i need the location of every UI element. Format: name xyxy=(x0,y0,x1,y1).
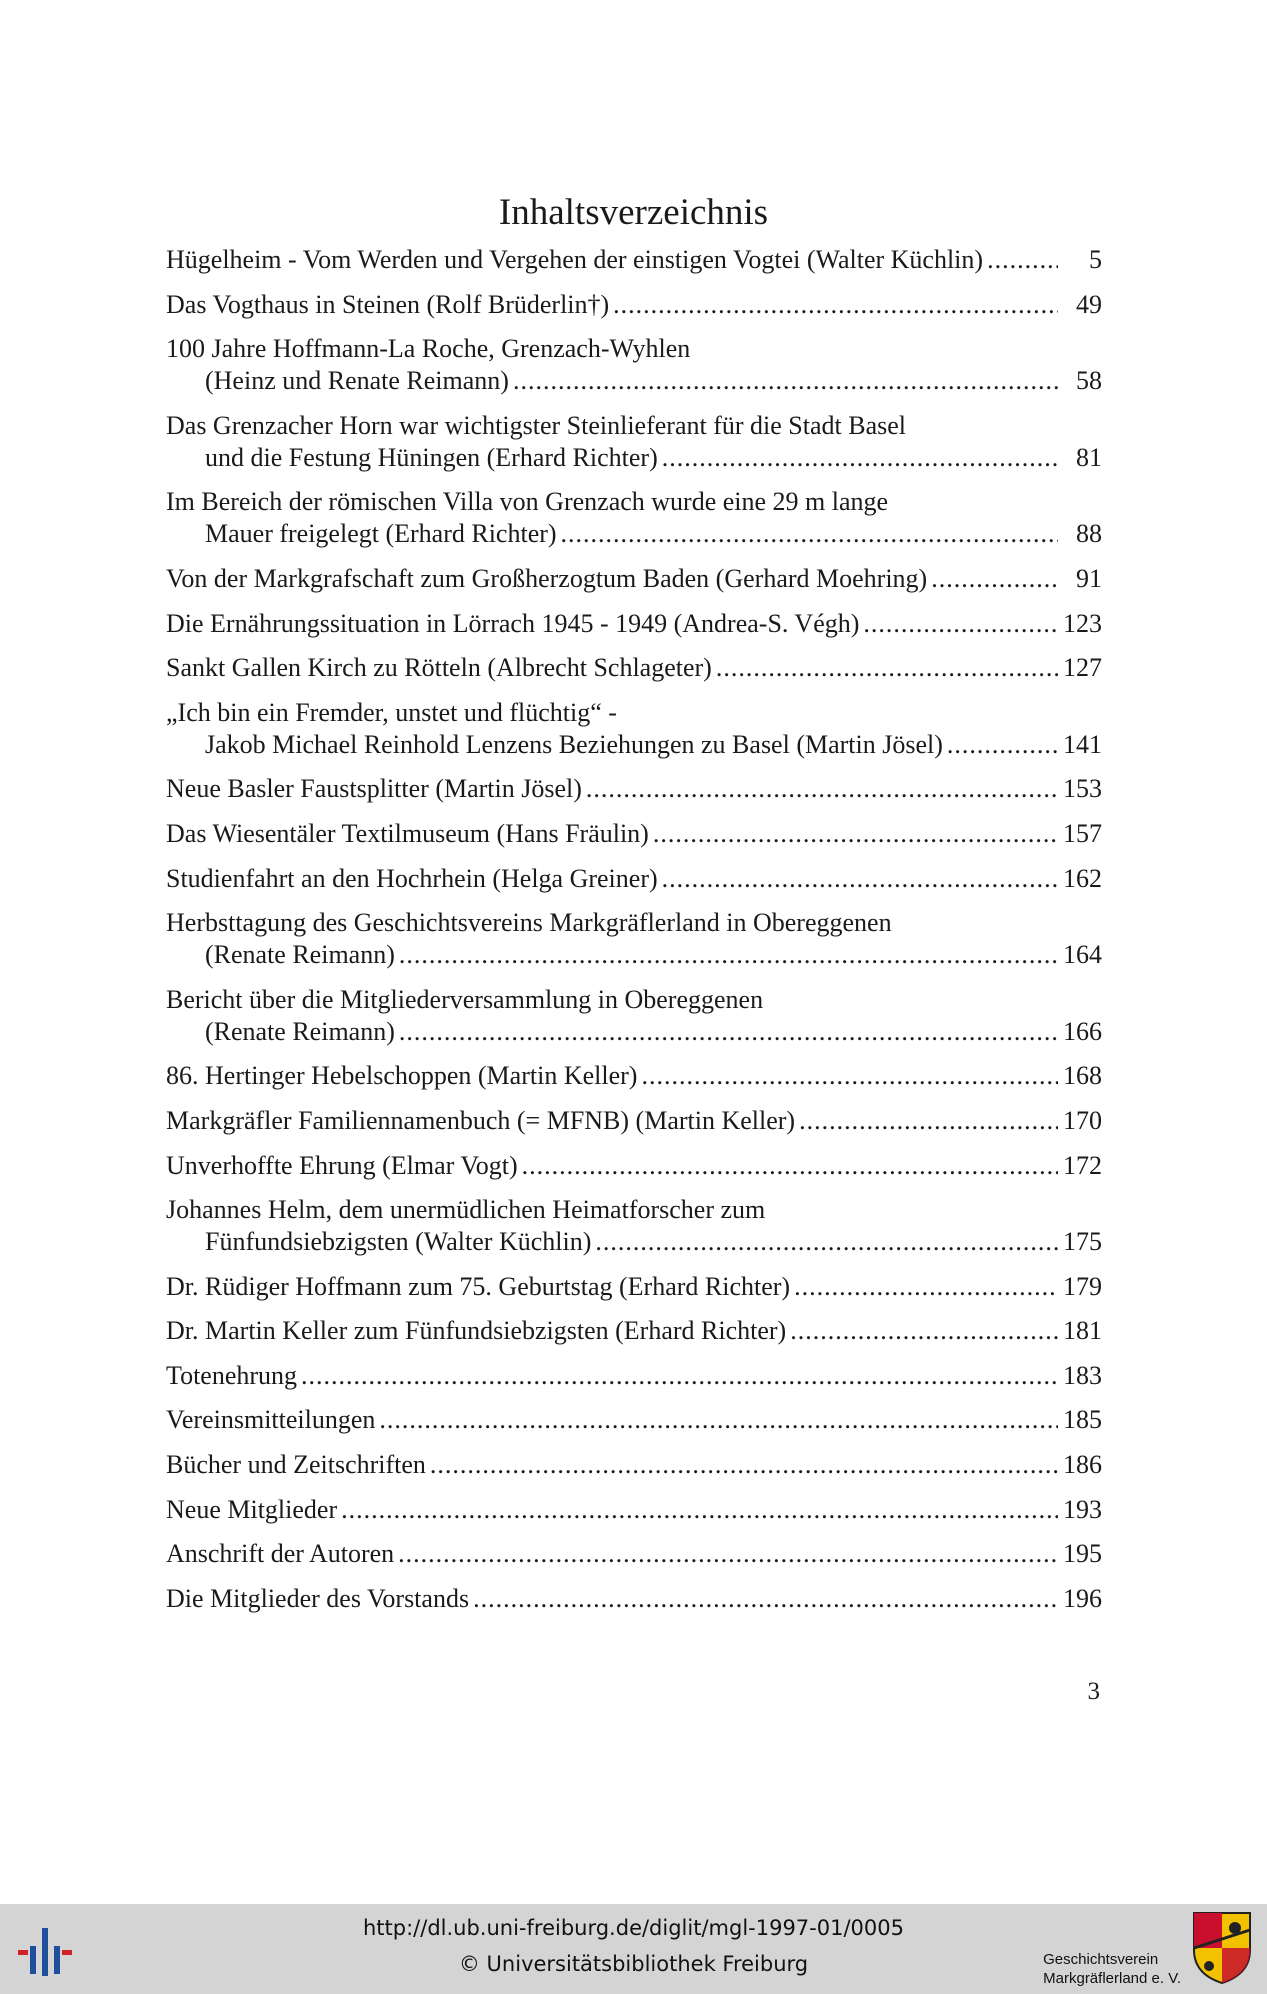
toc-entry-line xyxy=(166,1271,1102,1303)
toc-leader-dots xyxy=(398,1538,1058,1570)
toc-entry xyxy=(166,1360,1102,1392)
toc-entry-line xyxy=(166,1494,1102,1526)
toc-entry-title: Sankt Gallen Kirch zu Rötteln (Albrecht Schlageter) xyxy=(166,653,712,683)
toc-entry-title: Totenehrung xyxy=(166,1360,298,1390)
toc-entry-page: 5 xyxy=(1089,245,1102,274)
toc-entry xyxy=(166,907,1102,971)
toc-leader-dots xyxy=(430,1449,1058,1481)
toc-entry-title: Jakob Michael Reinhold Lenzens Beziehungen zu Basel (Martin Jösel) xyxy=(205,729,943,759)
toc-entry-page: 195 xyxy=(1063,1539,1102,1569)
toc-entry-title: 100 Jahre Hoffmann-La Roche, Grenzach-Wyhlen xyxy=(166,334,691,364)
toc-entry-title: Anschrift der Autoren xyxy=(166,1539,395,1569)
toc-entry-page: 168 xyxy=(1063,1061,1102,1091)
toc-entry-page: 175 xyxy=(1063,1227,1102,1257)
toc-leader-dots xyxy=(653,818,1058,850)
toc-entry-page: 181 xyxy=(1063,1316,1102,1346)
toc-entry-page: 164 xyxy=(1063,940,1102,970)
toc-entry-line xyxy=(166,1105,1102,1137)
toc-entry xyxy=(166,1194,1102,1258)
toc-entry-title: „Ich bin ein Fremder, unstet und flüchtig“ - xyxy=(166,697,617,727)
toc-entry-line xyxy=(166,442,1102,474)
toc-entry-page: 193 xyxy=(1063,1494,1102,1524)
toc-entry-page: 49 xyxy=(1076,289,1102,319)
toc-entry-line xyxy=(166,289,1102,321)
footer-copyright: © Universitätsbibliothek Freiburg xyxy=(458,1952,809,1976)
toc-entry-title: Im Bereich der römischen Villa von Grenzach wurde eine 29 m lange xyxy=(166,487,889,517)
toc-entry-title: Die Mitglieder des Vorstands xyxy=(166,1583,470,1613)
coat-of-arms-icon xyxy=(1191,1910,1253,1986)
toc-entry-page: 153 xyxy=(1063,774,1102,804)
toc-entry xyxy=(166,697,1102,761)
toc-entry-title: Von der Markgrafschaft zum Großherzogtum Baden (Gerhard Moehring) xyxy=(166,563,928,593)
toc-leader-dots xyxy=(613,289,1058,321)
toc-leader-dots xyxy=(799,1105,1058,1137)
toc-entry-title: Dr. Martin Keller zum Fünfundsiebzigsten (Erhard Richter) xyxy=(166,1316,787,1346)
toc-entry-page: 186 xyxy=(1063,1450,1102,1480)
toc-entry-title: und die Festung Hüningen (Erhard Richter) xyxy=(205,442,658,472)
toc-entry-line xyxy=(166,1060,1102,1092)
toc-entry xyxy=(166,1538,1102,1570)
toc-entry-line xyxy=(166,1315,1102,1347)
toc-entry xyxy=(166,863,1102,895)
toc-entry-page: 81 xyxy=(1076,442,1102,472)
toc-leader-dots xyxy=(513,365,1058,397)
toc-entry-page: 172 xyxy=(1063,1150,1102,1180)
toc-entry-line xyxy=(166,1226,1102,1258)
toc-entry-title: Die Ernährungssituation in Lörrach 1945 - 1949 (Andrea-S. Végh) xyxy=(166,608,860,638)
toc-entry-title: (Renate Reimann) xyxy=(205,940,395,970)
toc-entry-line xyxy=(166,563,1102,595)
toc-leader-dots xyxy=(794,1271,1058,1303)
toc-entry xyxy=(166,1105,1102,1137)
toc-entry-title: 86. Hertinger Hebelschoppen (Martin Keller) xyxy=(166,1061,638,1091)
toc-leader-dots xyxy=(863,608,1058,640)
toc-entry-title: Das Grenzacher Horn war wichtigster Steinlieferant für die Stadt Basel xyxy=(166,410,907,440)
toc-entry xyxy=(166,1404,1102,1436)
society-name xyxy=(1043,1950,1181,1988)
toc-entry-line xyxy=(166,486,1102,518)
toc-entry-page: 166 xyxy=(1063,1016,1102,1046)
toc-entry xyxy=(166,1315,1102,1347)
toc-entry xyxy=(166,1494,1102,1526)
toc-entry-line xyxy=(166,939,1102,971)
toc-entry-page: 179 xyxy=(1063,1271,1102,1301)
toc-entry-line xyxy=(166,652,1102,684)
toc-entry-title: Bücher und Zeitschriften xyxy=(166,1450,426,1480)
toc-leader-dots xyxy=(662,863,1058,895)
toc-entry-line xyxy=(166,518,1102,550)
toc-leader-dots xyxy=(987,244,1058,276)
toc-entry-title: Hügelheim - Vom Werden und Vergehen der einstigen Vogtei (Walter Küchlin) xyxy=(166,245,984,274)
toc-entry-title: Das Wiesentäler Textilmuseum (Hans Fräulin) xyxy=(166,818,649,848)
toc-leader-dots xyxy=(301,1360,1058,1392)
toc-entry-title: Studienfahrt an den Hochrhein (Helga Greiner) xyxy=(166,863,658,893)
toc-leader-dots xyxy=(641,1060,1058,1092)
toc-entry-line xyxy=(166,333,1102,365)
toc-entry-page: 91 xyxy=(1076,563,1102,593)
toc-entry-line xyxy=(166,773,1102,805)
toc-entry-title: Markgräfler Familiennamenbuch (= MFNB) (Martin Keller) xyxy=(166,1105,796,1135)
toc-entry xyxy=(166,773,1102,805)
toc-entry-line xyxy=(166,1583,1102,1615)
toc-entry-title: Herbsttagung des Geschichtsvereins Markgräflerland in Obereggenen xyxy=(166,908,892,938)
toc-entry xyxy=(166,652,1102,684)
toc-entry-line xyxy=(166,984,1102,1016)
toc-entry xyxy=(166,486,1102,550)
toc-leader-dots xyxy=(790,1315,1058,1347)
toc-entry-page: 123 xyxy=(1063,608,1102,638)
toc-entry-title: Mauer freigelegt (Erhard Richter) xyxy=(205,519,557,549)
toc-entry xyxy=(166,1150,1102,1182)
toc-entry-page: 88 xyxy=(1076,519,1102,549)
society-line-1: Geschichtsverein xyxy=(1043,1951,1159,1968)
toc-leader-dots xyxy=(586,773,1058,805)
toc-entry-title: Das Vogthaus in Steinen (Rolf Brüderlin†) xyxy=(166,289,610,319)
toc-entry-line xyxy=(166,1016,1102,1048)
toc-entry-page: 141 xyxy=(1063,729,1102,759)
toc-leader-dots xyxy=(931,563,1058,595)
toc-entry-page: 185 xyxy=(1063,1405,1102,1435)
toc-entry-line xyxy=(166,244,1102,276)
toc-entry xyxy=(166,1583,1102,1615)
toc-entry xyxy=(166,333,1102,397)
page-number: 3 xyxy=(1087,1678,1100,1705)
toc-entry-page: 58 xyxy=(1076,366,1102,396)
toc-entry-page: 170 xyxy=(1063,1105,1102,1135)
toc-entry-page: 127 xyxy=(1063,653,1102,683)
toc-entry xyxy=(166,818,1102,850)
toc-entry-line xyxy=(166,1404,1102,1436)
toc-entry-title: Neue Basler Faustsplitter (Martin Jösel) xyxy=(166,774,582,804)
toc-entry-line xyxy=(166,1194,1102,1226)
toc-leader-dots xyxy=(379,1404,1058,1436)
page-title: Inhaltsverzeichnis xyxy=(498,191,769,233)
toc-entry-line xyxy=(166,818,1102,850)
toc-entry-title: Neue Mitglieder xyxy=(166,1494,338,1524)
toc-entry-line xyxy=(166,1538,1102,1570)
footer-bar xyxy=(0,1904,1267,1994)
toc-entry-line xyxy=(166,1150,1102,1182)
toc-entry xyxy=(166,984,1102,1048)
toc-entry-title: (Heinz und Renate Reimann) xyxy=(205,366,509,396)
toc-leader-dots xyxy=(947,729,1058,761)
toc-entry-line xyxy=(166,907,1102,939)
toc-entry-page: 196 xyxy=(1063,1583,1102,1613)
toc-entry xyxy=(166,1060,1102,1092)
toc-entry-title: Bericht über die Mitgliederversammlung in Obereggenen xyxy=(166,984,764,1014)
toc-entry xyxy=(166,563,1102,595)
toc-entry-page: 157 xyxy=(1063,818,1102,848)
toc-entry-line xyxy=(166,365,1102,397)
toc-leader-dots xyxy=(662,442,1058,474)
toc-entry xyxy=(166,244,1102,276)
toc-leader-dots xyxy=(716,652,1058,684)
toc-entry-title: (Renate Reimann) xyxy=(205,1016,395,1046)
toc-entry-line xyxy=(166,863,1102,895)
toc-entry-title: Vereinsmitteilungen xyxy=(166,1405,376,1435)
toc-entry-line xyxy=(166,729,1102,761)
toc-entry-title: Unverhoffte Ehrung (Elmar Vogt) xyxy=(166,1150,518,1180)
toc-entry-line xyxy=(166,697,1102,729)
toc-leader-dots xyxy=(595,1226,1058,1258)
toc-entry-title: Johannes Helm, dem unermüdlichen Heimatforscher zum xyxy=(166,1195,766,1225)
toc-entry-line xyxy=(166,410,1102,442)
toc-entry xyxy=(166,1271,1102,1303)
toc-entry xyxy=(166,410,1102,474)
toc-entry-page: 162 xyxy=(1063,863,1102,893)
toc-leader-dots xyxy=(522,1150,1058,1182)
toc-entry xyxy=(166,608,1102,640)
table-of-contents xyxy=(166,244,1102,1627)
footer-url[interactable]: http://dl.ub.uni-freiburg.de/diglit/mgl-1997-01/0005 xyxy=(362,1916,904,1940)
toc-leader-dots xyxy=(473,1583,1058,1615)
toc-leader-dots xyxy=(399,1016,1058,1048)
toc-entry-line xyxy=(166,1360,1102,1392)
society-line-2: Markgräflerland e. V. xyxy=(1043,1970,1181,1987)
toc-leader-dots xyxy=(561,518,1058,550)
toc-entry xyxy=(166,1449,1102,1481)
toc-entry-title: Fünfundsiebzigsten (Walter Küchlin) xyxy=(205,1227,592,1257)
toc-entry-line xyxy=(166,608,1102,640)
toc-entry-title: Dr. Rüdiger Hoffmann zum 75. Geburtstag (Erhard Richter) xyxy=(166,1271,791,1301)
toc-leader-dots xyxy=(341,1494,1058,1526)
toc-leader-dots xyxy=(399,939,1058,971)
toc-entry xyxy=(166,289,1102,321)
toc-entry-page: 183 xyxy=(1063,1360,1102,1390)
toc-entry-line xyxy=(166,1449,1102,1481)
